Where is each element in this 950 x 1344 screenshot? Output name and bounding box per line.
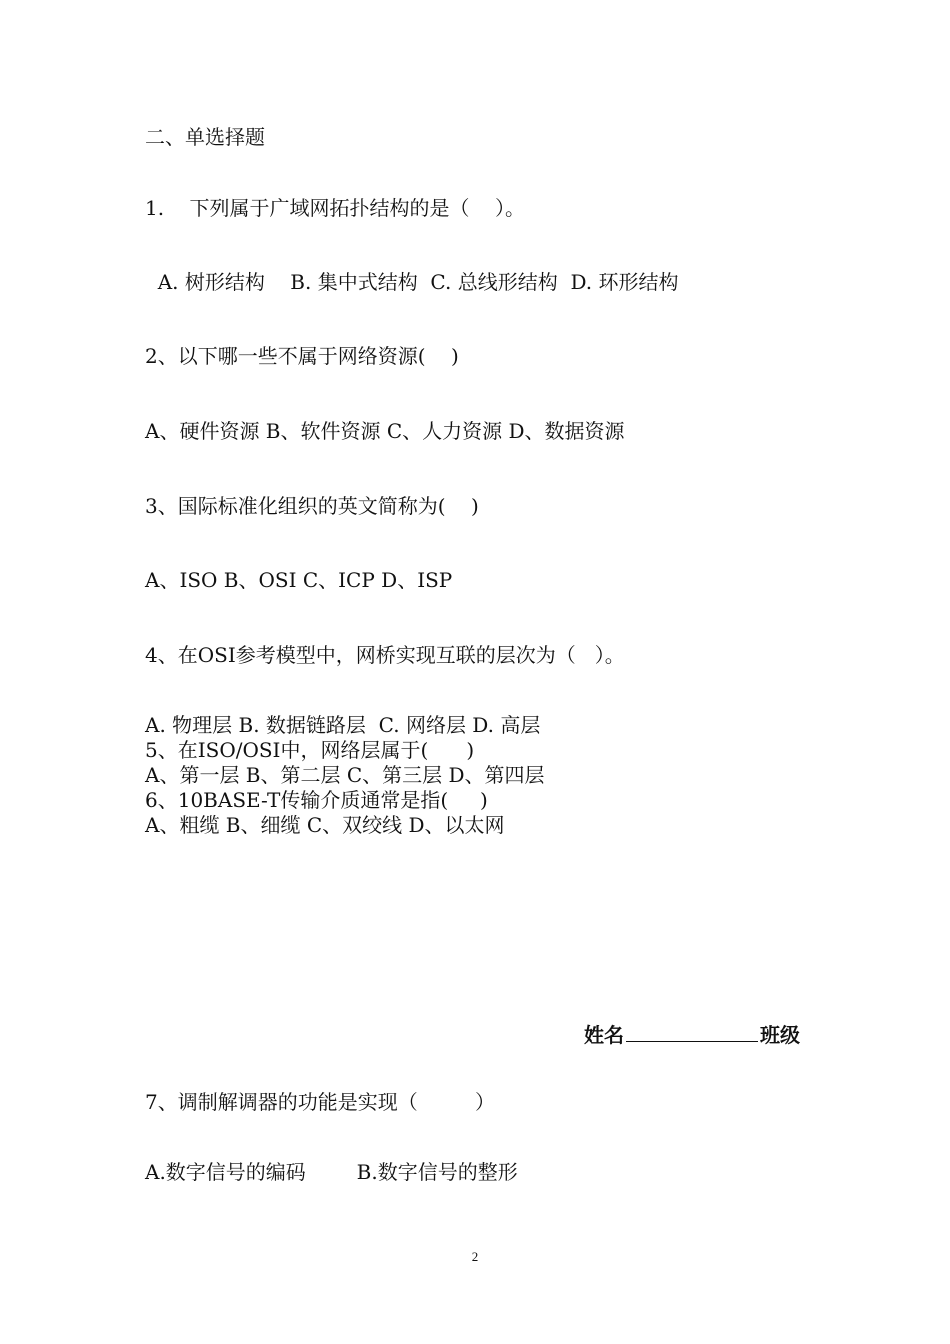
name-blank-line[interactable] [626, 1021, 758, 1042]
question-3-stem: 3、国际标准化组织的英文简称为( ) [145, 494, 479, 518]
question-1-options: A. 树形结构 B. 集中式结构 C. 总线形结构 D. 环形结构 [145, 270, 679, 294]
question-4-stem: 4、在OSI参考模型中，网桥实现互联的层次为（ ）。 [145, 643, 625, 667]
question-5-options: A、第一层 B、第二层 C、第三层 D、第四层 [145, 763, 545, 787]
section-title: 二、单选择题 [145, 125, 265, 149]
question-7-stem: 7、调制解调器的功能是实现（ ） [145, 1090, 495, 1114]
class-label: 班级 [760, 1023, 800, 1047]
question-4-options: A. 物理层 B. 数据链路层 C. 网络层 D. 高层 [145, 713, 541, 737]
question-3-options: A、ISO B、OSI C、ICP D、ISP [145, 568, 453, 592]
question-2-options: A、硬件资源 B、软件资源 C、人力资源 D、数据资源 [145, 419, 625, 443]
question-6-options: A、粗缆 B、细缆 C、双绞线 D、以太网 [145, 813, 505, 837]
name-class-signature [584, 1021, 800, 1047]
question-1-stem: 1. 下列属于广域网拓扑结构的是（ ）。 [145, 196, 525, 220]
name-label: 姓名 [584, 1023, 624, 1047]
question-6-stem: 6、10BASE-T传输介质通常是指( ) [145, 788, 488, 812]
question-7-options: A.数字信号的编码 B.数字信号的整形 [145, 1160, 518, 1184]
question-2-stem: 2、以下哪一些不属于网络资源( ) [145, 344, 459, 368]
page-number: 2 [471, 1249, 479, 1264]
question-5-stem: 5、在ISO/OSI中，网络层属于( ) [145, 738, 475, 762]
